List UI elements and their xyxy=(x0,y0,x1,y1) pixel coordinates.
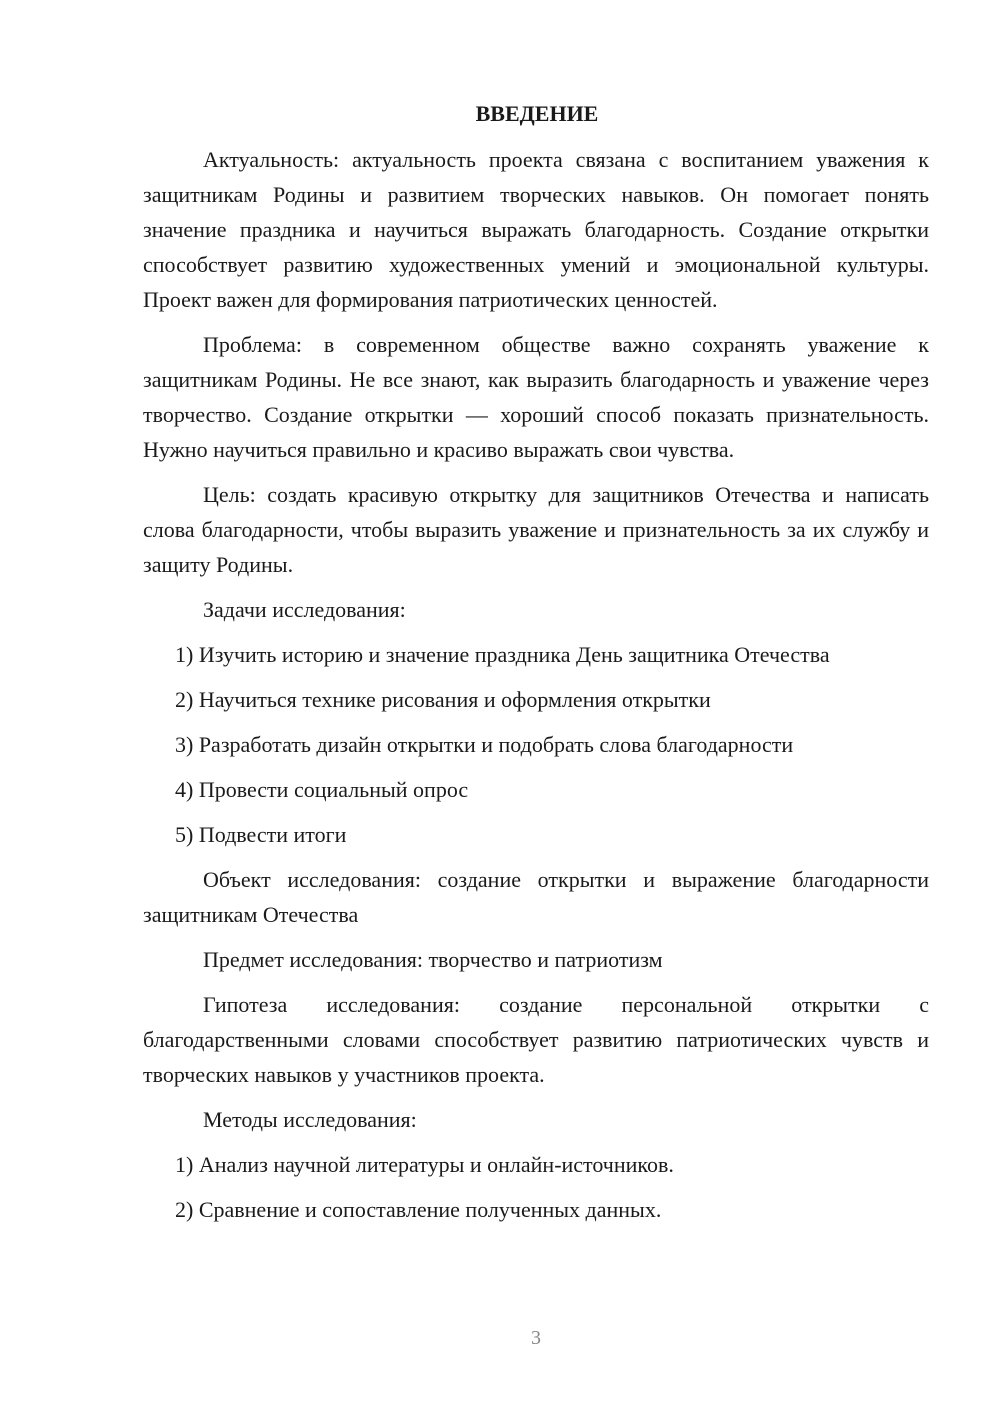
object-paragraph: Объект исследования: создание открытки и выражение благодарности защитникам Отечества xyxy=(143,867,929,927)
task-item: 5) Подвести итоги xyxy=(175,822,347,847)
goal-paragraph: Цель: создать красивую открытку для защитников Отечества и написать слова благодарности, чтобы выразить уважение и признательность за их службу и защиту Родины. xyxy=(143,482,929,577)
relevance-paragraph: Актуальность: актуальность проекта связана с воспитанием уважения к защитникам Родины и развитием творческих навыков. Он помогает понять значение праздника и научиться выражать благодарность. Создание открытки способствует развитию художественных умений и эмоциональной культуры. Проект важен для формирования патриотических ценностей. xyxy=(143,147,929,312)
task-item: 4) Провести социальный опрос xyxy=(175,777,469,802)
document-page xyxy=(143,96,929,1237)
method-item: 2) Сравнение и сопоставление полученных данных. xyxy=(175,1197,662,1222)
task-item: 3) Разработать дизайн открытки и подобрать слова благодарности xyxy=(175,732,794,757)
method-item: 1) Анализ научной литературы и онлайн-источников. xyxy=(175,1152,674,1177)
task-item: 2) Научиться технике рисования и оформления открытки xyxy=(175,687,711,712)
hypothesis-paragraph: Гипотеза исследования: создание персональной открытки с благодарственными словами способствует развитию патриотических чувств и творческих навыков у участников проекта. xyxy=(143,992,929,1087)
problem-paragraph: Проблема: в современном обществе важно сохранять уважение к защитникам Родины. Не все знают, как выразить благодарность и уважение через творчество. Создание открытки — хороший способ показать признательность. Нужно научиться правильно и красиво выражать свои чувства. xyxy=(143,332,929,462)
tasks-heading: Задачи исследования: xyxy=(203,597,406,622)
methods-heading: Методы исследования: xyxy=(203,1107,417,1132)
page-number: 3 xyxy=(531,1327,541,1349)
section-title: ВВЕДЕНИЕ xyxy=(475,101,599,126)
task-item: 1) Изучить историю и значение праздника День защитника Отечества xyxy=(175,642,830,667)
subject-paragraph: Предмет исследования: творчество и патриотизм xyxy=(203,947,663,972)
